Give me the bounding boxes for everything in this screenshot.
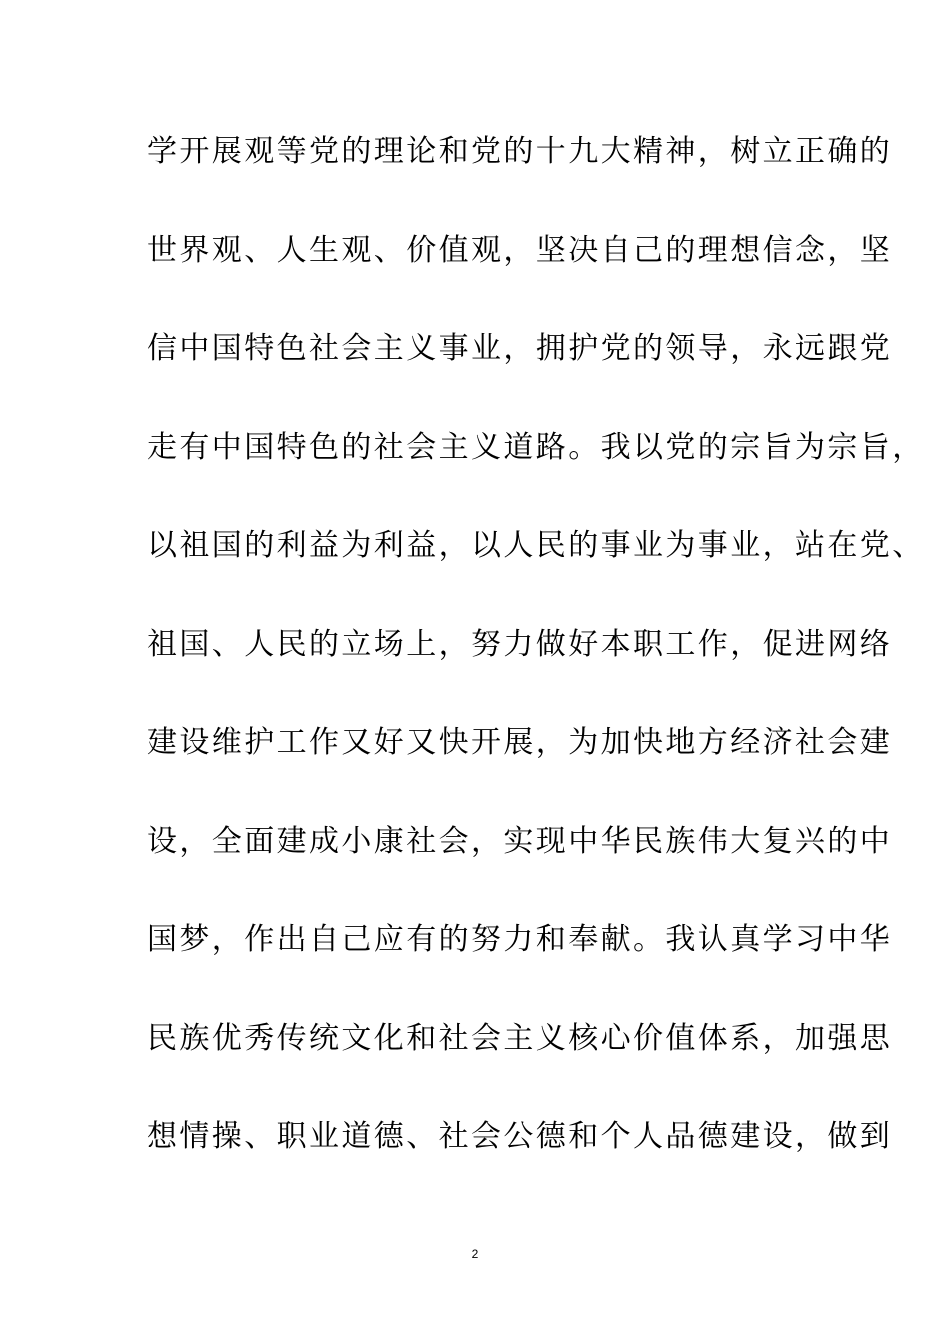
page-number: 2 [471,1247,479,1261]
text-line: 信中国特色社会主义事业，拥护党的领导，永远跟党 [147,331,893,366]
text-line: 民族优秀传统文化和社会主义核心价值体系，加强思 [147,1020,893,1056]
text-line: 建设维护工作又好又快开展，为加快地方经济社会建 [147,725,893,760]
text-line: 想情操、职业道德、社会公德和个人品德建设，做到 [147,1119,893,1154]
text-line: 设，全面建成小康社会，实现中华民族伟大复兴的中 [147,823,893,859]
text-line: 祖国、人民的立场上，努力做好本职工作，促进网络 [147,626,893,662]
text-line: 走有中国特色的社会主义道路。我以党的宗旨为宗旨， [147,429,925,465]
text-line: 国梦，作出自己应有的努力和奉献。我认真学习中华 [147,922,893,957]
body-text [147,126,925,1210]
text-line: 以祖国的利益为利益，以人民的事业为事业，站在党、 [147,528,925,563]
text-line: 学开展观等党的理论和党的十九大精神，树立正确的 [147,134,893,169]
text-line: 世界观、人生观、价值观，坚决自己的理想信念，坚 [147,232,893,268]
